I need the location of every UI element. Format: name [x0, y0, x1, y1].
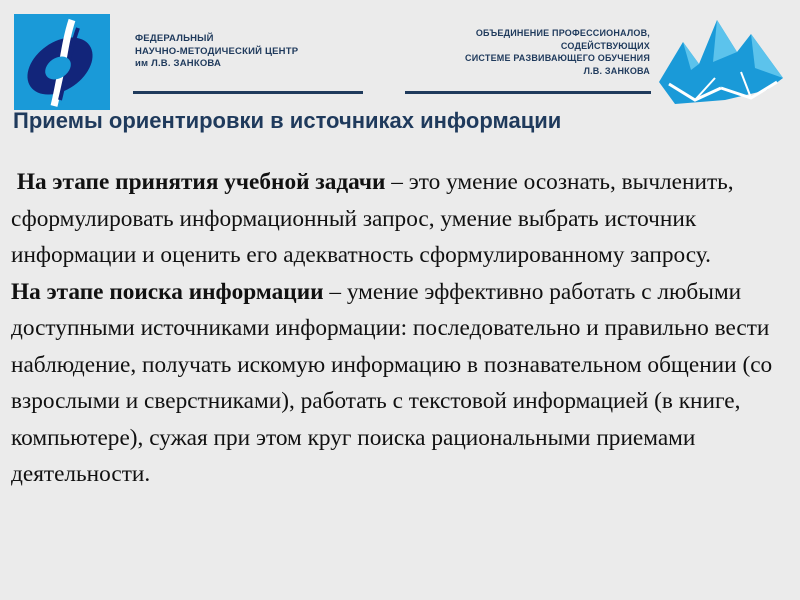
- left-org-name: [135, 33, 355, 71]
- body-paragraph: [11, 274, 796, 493]
- slide-body: [11, 164, 796, 493]
- right-org-line: Л.В. ЗАНКОВА: [583, 65, 650, 76]
- mountains-book-icon: [655, 12, 788, 110]
- left-org-line: ФЕДЕРАЛЬНЫЙ: [135, 33, 214, 44]
- left-org-line: им Л.В. ЗАНКОВА: [135, 58, 222, 69]
- right-org-line: СИСТЕМЕ РАЗВИВАЮЩЕГО ОБУЧЕНИЯ: [465, 53, 650, 63]
- body-paragraph: [11, 164, 796, 274]
- right-org-name: [405, 27, 650, 77]
- left-divider: [133, 91, 363, 94]
- right-divider: [405, 91, 651, 94]
- left-org-line: НАУЧНО-МЕТОДИЧЕСКИЙ ЦЕНТР: [135, 45, 299, 57]
- slide-title: Приемы ориентировки в источниках информации: [13, 108, 562, 133]
- center-emblem-icon: [14, 14, 110, 110]
- right-org-line: ОБЪЕДИНЕНИЕ ПРОФЕССИОНАЛОВ,: [475, 28, 650, 38]
- paragraph-text: – умение эффективно работать с любыми доступными источниками информации: последовательно и правильно вести наблюдение, получать искомую информацию в познавательном общении (со взрослыми и сверстниками), работать с текстовой информацией (в книге, компьютере), сужая при этом круг поиска рациональными приемами деятельности.: [11, 278, 773, 487]
- paragraph-lead: На этапе принятия учебной задачи: [16, 169, 386, 195]
- right-org-line: СОДЕЙСТВУЮЩИХ: [560, 40, 650, 51]
- paragraph-lead: На этапе поиска информации: [11, 278, 324, 305]
- paragraph-text: – это умение осознать, вычленить, сформулировать информационный запрос, умение выбрать источник информации и оценить его адекватность сформулированному запросу.: [11, 169, 734, 268]
